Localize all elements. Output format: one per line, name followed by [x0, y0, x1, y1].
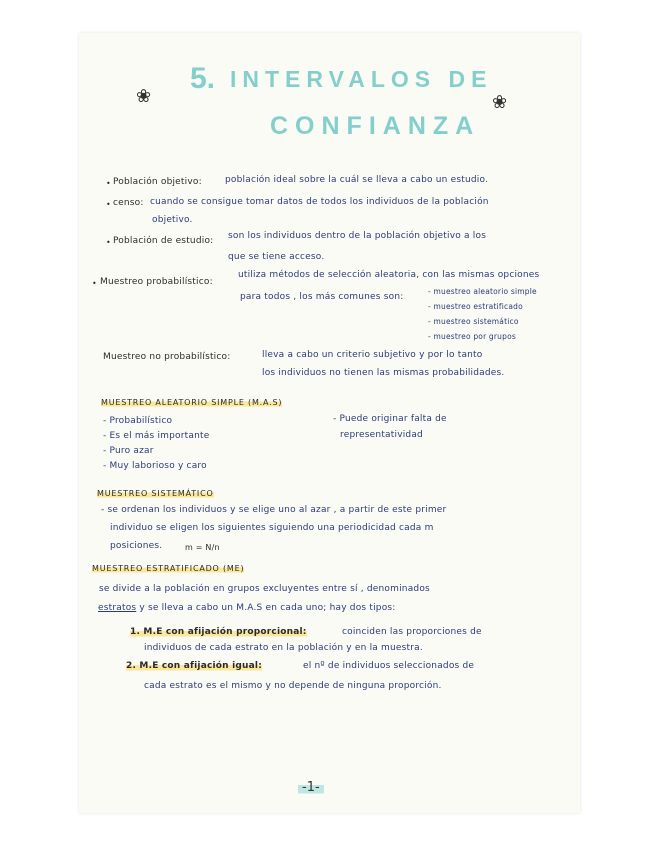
bullet-point: • — [92, 279, 97, 288]
strata-term: estratos — [98, 603, 137, 613]
sistematico-text: individuo se eligen los siguientes siguiendo una periodicidad cada m — [110, 523, 434, 533]
definition-term: Muestreo no probabilístico: — [103, 352, 231, 362]
method-item: - muestreo sistemático — [428, 317, 519, 326]
section-heading-sistematico: MUESTREO SISTEMÁTICO — [97, 489, 214, 498]
mas-item: - Puro azar — [103, 446, 154, 456]
sistematico-text: posiciones. — [110, 541, 163, 551]
definition-term: Muestreo probabilístico: — [100, 277, 213, 287]
definition-text: los individuos no tienen las mismas probabilidades. — [262, 368, 505, 378]
type-label: 1. M.E con afijación proporcional: — [130, 627, 307, 637]
estratificado-text: se divide a la población en grupos excluyentes entre sí , denominados — [99, 584, 430, 594]
definition-text: lleva a cabo un criterio subjetivo y por lo tanto — [262, 350, 483, 360]
type-text: cada estrato es el mismo y no depende de ninguna proporción. — [144, 681, 442, 691]
type-text: el nº de individuos seleccionados de — [303, 661, 475, 671]
type-text: coinciden las proporciones de — [342, 627, 482, 637]
definition-text: población ideal sobre la cuál se lleva a cabo un estudio. — [225, 175, 489, 185]
chapter-number: 5. — [190, 62, 216, 95]
definition-text: son los individuos dentro de la población objetivo a los — [228, 231, 487, 241]
definition-text: para todos , los más comunes son: — [240, 292, 404, 302]
sistematico-text: - se ordenan los individuos y se elige uno al azar , a partir de este primer — [101, 505, 447, 515]
definition-term: Población objetivo: — [113, 177, 202, 187]
mas-note: - Puede originar falta de — [333, 414, 447, 424]
mas-note: representatividad — [340, 430, 423, 440]
definition-text: objetivo. — [152, 215, 193, 225]
definition-term: Población de estudio: — [113, 236, 214, 246]
mas-item: - Es el más importante — [103, 431, 210, 441]
type-label: 2. M.E con afijación igual: — [126, 661, 262, 671]
page-number: -1- — [298, 780, 324, 795]
method-item: - muestreo estratificado — [428, 302, 523, 311]
type-text: individuos de cada estrato en la población y en la muestra. — [144, 643, 423, 653]
definition-text: utiliza métodos de selección aleatoria, con las mismas opciones — [238, 270, 540, 280]
formula: m = N/n — [185, 543, 220, 552]
method-item: - muestreo aleatorio simple — [428, 287, 537, 296]
section-heading-mas: MUESTREO ALEATORIO SIMPLE (M.A.S) — [101, 398, 283, 407]
method-item: - muestreo por grupos — [428, 332, 516, 341]
definition-text: cuando se consigue tomar datos de todos los individuos de la población — [150, 197, 489, 207]
flower-icon: ❀ — [136, 86, 152, 107]
bullet-point: • — [106, 238, 111, 247]
title-line-1: INTERVALOS DE — [230, 66, 493, 92]
definition-term: censo: — [113, 198, 144, 208]
flower-icon: ❀ — [492, 92, 508, 113]
mas-item: - Probabilístico — [103, 416, 173, 426]
bullet-point: • — [106, 200, 111, 209]
estratificado-text: estratos y se lleva a cabo un M.A.S en cada uno; hay dos tipos: — [98, 603, 396, 613]
title-line-2: CONFIANZA — [270, 112, 481, 140]
bullet-point: • — [106, 179, 111, 188]
mas-item: - Muy laborioso y caro — [103, 461, 207, 471]
definition-text: que se tiene acceso. — [228, 252, 325, 262]
section-heading-estratificado: MUESTREO ESTRATIFICADO (ME) — [92, 564, 245, 573]
